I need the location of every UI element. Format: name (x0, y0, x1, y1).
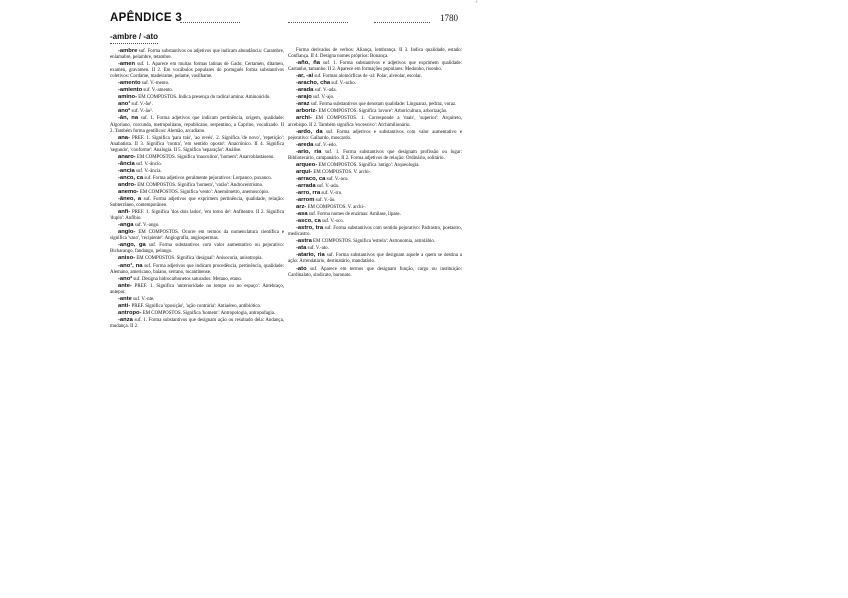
header-rule (288, 22, 348, 23)
entry-headword: -araz (296, 101, 310, 108)
entry-headword: ante- (118, 282, 132, 289)
dictionary-entry (288, 176, 462, 183)
dictionary-entry (288, 149, 462, 162)
dictionary-entry (288, 266, 462, 279)
corner-mark: + (475, 0, 479, 6)
entry-definition: suf. Forma adjetivos geralmente pejorativos: Lorpanco, puxanco. (144, 175, 272, 181)
dictionary-entry (288, 204, 462, 211)
dictionary-entry (110, 263, 284, 276)
entry-definition: EM COMPOSTOS. Ocorre em termos da nomenclatura científica e significa 'vaso', 'recipiente': Angiografia, angiospermas. (110, 230, 284, 242)
running-head-rule (110, 43, 158, 44)
entry-headword: -ar, -ai (296, 73, 314, 80)
dictionary-entry (110, 283, 284, 296)
dictionary-entry (288, 101, 462, 108)
entry-definition: suf. V.-edo. (314, 142, 338, 148)
dictionary-entry (288, 225, 462, 238)
entry-headword: -ancia (118, 167, 135, 174)
entry-headword: arqui- (296, 168, 313, 175)
entry-headword: anfi- (118, 209, 131, 216)
dictionary-entry (288, 48, 462, 60)
dictionary-entry (110, 276, 284, 283)
entry-headword: -arrom (296, 197, 315, 204)
entry-headword: ano¹ (118, 101, 131, 108)
entry-headword: anemo- (118, 188, 139, 195)
dictionary-entry (110, 255, 284, 262)
entry-headword: -âneo, a (118, 196, 142, 203)
dictionary-entry (110, 168, 284, 175)
entry-definition: suf. V.-ada. (316, 183, 339, 189)
entry-definition: suf. V.-mento. (141, 81, 170, 87)
entry-definition: suf. Forma substantivos com valor aumentativo ou pejorativo: Bicharango, fandango, pelango. (110, 243, 284, 255)
entry-definition: EM COMPOSTOS. Significa 'homem': Antropologia, antropofagia. (142, 310, 276, 316)
dictionary-entry (110, 101, 284, 108)
entry-definition: suf. V.-rro. (321, 190, 343, 196)
entry-definition: EM COMPOSTOS. Significa 'vento': Anemômetro, anemoscópio. (139, 189, 270, 195)
entry-definition: EM COMPOSTOS. Significa 'homem', 'varão': Androcentrismo. (137, 182, 264, 188)
dictionary-entry (110, 242, 284, 255)
entry-headword: arz- (296, 204, 307, 211)
dictionary-entry (110, 303, 284, 310)
dictionary-entry (288, 87, 462, 94)
dictionary-entry (288, 60, 462, 73)
entry-headword: ana- (118, 134, 130, 141)
dictionary-entry (288, 115, 462, 128)
dictionary-entry (288, 218, 462, 225)
entry-definition: suf. Forma nomes de enzimas: Amilase, lipase. (308, 212, 401, 218)
entry-headword: -anza (118, 316, 133, 323)
entry-definition: PREF. 1. Significa 'dos dois lados', 'em torno de': Anfiteatro. II 2. Significa 'duplo': Anfíbio. (110, 210, 284, 222)
dictionary-entry (288, 73, 462, 80)
entry-headword: anaro- (118, 153, 136, 160)
dictionary-entry (110, 175, 284, 182)
entry-definition: EM COMPOSTOS. Significa 'estrela': Astronomia, astrolábio. (313, 239, 436, 245)
entry-definition: suf. V.-ão. (315, 198, 336, 204)
dictionary-entry (288, 142, 462, 149)
entry-headword: -amen (118, 61, 136, 68)
entry-definition: suf. V.-ão². (131, 109, 153, 115)
entry-definition: suf. V.-acho. (331, 81, 356, 87)
entry-headword: aniso- (118, 255, 136, 262)
entry-definition: EM COMPOSTOS. V. archi-. (307, 205, 366, 211)
entry-headword: -año, ña (296, 60, 321, 67)
entry-headword: -arrada (296, 182, 316, 189)
running-head: -ambre / -ato (110, 32, 159, 41)
entry-headword: anti- (118, 302, 131, 309)
entry-headword: -ato (296, 265, 307, 272)
entry-definition: suf. 1. Forma adjetivos que indicam pertinência, origem, qualidade: Algoriano, corcunda, metropolitano, republicano, serpentino, a Caprino, vocalizado. II 2. Também forma gentílicos: Alemão, arcadiano. (110, 116, 284, 134)
entry-definition: suf. V.-ato. (307, 246, 329, 252)
entry-headword: -ardo, da (296, 128, 323, 135)
entry-columns (110, 48, 462, 330)
entry-definition: suf. V.-ão¹. (131, 102, 153, 108)
entry-headword: angio- (118, 229, 136, 236)
header-rule (180, 22, 240, 23)
entry-definition: suf. V.-ango. (134, 223, 160, 229)
dictionary-entry (110, 222, 284, 229)
entry-headword: -ân, na (118, 115, 139, 122)
entry-headword: -ario, ria (296, 148, 322, 155)
entry-definition: suf. 1. Forma substantivos que designam profissão ou lugar: Bibliotecário, campanário. II 2. Forma adjetivos de relação: Ordinário, solitário. (288, 149, 463, 161)
entry-headword: -ata (296, 245, 307, 252)
entry-definition: suf. V.-amento. (143, 88, 174, 94)
entry-definition: suf. Formas alomórficas de -al: Polar, alveolar, escolar. (314, 74, 422, 80)
entry-definition: EM COMPOSTOS. Significa 'árvore': Arboricultura, arborização. (318, 109, 448, 115)
entry-headword: -atario, ria (296, 252, 325, 259)
dictionary-entry (110, 48, 284, 61)
right-column (288, 48, 462, 330)
entry-headword: -ância (118, 160, 135, 167)
entry-definition: suf. Forma substantivos com sentido pejorativo: Padrastro, poetastro, medicastro. (288, 226, 462, 238)
entry-headword: -arraco, ca (296, 175, 326, 182)
page-header (110, 6, 462, 30)
dictionary-page (110, 6, 462, 596)
dictionary-entry (288, 245, 462, 252)
entry-headword: arboriz- (296, 108, 318, 115)
entry-definition: suf. Forma substantivos ou adjetivos que indicam abundância: Carambre, enlamabre, pelambre, tetambre. (110, 49, 284, 61)
dictionary-entry (288, 94, 462, 101)
entry-definition: suf. Forma substantivos que denotam qualidade: Linguaraz, pedraz, voraz. (310, 102, 457, 108)
entry-definition: EM COMPOSTOS. Significa 'desigual': Anisocoria, anisotropia. (136, 256, 263, 262)
dictionary-entry (110, 61, 284, 80)
dictionary-entry (110, 229, 284, 242)
entry-definition: PREF. Significa 'oposição', 'ação contrária': Antiaéreo, antibiótico. (131, 303, 262, 309)
entry-headword: -arajo (296, 94, 312, 101)
dictionary-entry (110, 87, 284, 94)
left-column (110, 48, 284, 330)
dictionary-entry (288, 183, 462, 190)
entry-definition: suf. 1. Forma substantivos que designam ação ou resultado dela: Andança, mudança. II 2. (110, 317, 284, 329)
dictionary-entry (110, 182, 284, 189)
dictionary-entry (288, 238, 462, 245)
entry-headword: -ante (118, 295, 132, 302)
entry-headword: -astra (296, 238, 312, 245)
entry-definition: suf. V.-ajo. (313, 95, 335, 101)
dictionary-entry (288, 252, 462, 265)
dictionary-entry (288, 197, 462, 204)
entry-headword: -areda (296, 141, 314, 148)
entry-definition: EM COMPOSTOS. 1. Corresponde a 'mais', 'superior': Arquiteto, arcebispo. II 2. Também significa 'excessivo': Archimilionário. (288, 116, 462, 128)
appendix-title: APÊNDICE 3 (110, 12, 183, 24)
page-number: 1780 (440, 13, 458, 23)
dictionary-entry (110, 317, 284, 330)
entry-definition: suf. V.-nte. (133, 296, 155, 302)
entry-definition: EM COMPOSTOS. Significa 'antigo': Arqueologia. (318, 162, 420, 168)
entry-headword: ano² (118, 108, 131, 115)
dictionary-entry (110, 161, 284, 168)
entry-headword: -anco, ca (118, 174, 144, 181)
dictionary-entry (288, 211, 462, 218)
entry-definition: suf. 1. Aparece em muitas formas latinas de Gado: Certamen, ditamen, examen, gravamen. II 2. Em vocábulos populares do português forma substantivos coletivos: Cordame, madeirame, pelame, vasilhame. (110, 62, 284, 80)
entry-headword: -ano¹, na (118, 262, 143, 269)
header-rule (374, 22, 430, 23)
entry-headword: archi- (296, 115, 312, 122)
entry-definition: suf. V.-ada. (314, 88, 337, 94)
entry-definition: EM COMPOSTOS. Indica presença do radical amina: Aminoácido. (138, 95, 271, 101)
entry-definition: suf. V.-ância. (136, 168, 162, 174)
entry-headword: -ano² (118, 275, 133, 282)
entry-definition: EM COMPOSTOS. Significa 'masculino', 'homem': Anarroblastaseno. (136, 154, 275, 160)
dictionary-entry (110, 310, 284, 317)
entry-headword: amino- (118, 94, 138, 101)
entry-headword: -amento (118, 80, 141, 87)
entry-headword: -asco, ca (296, 218, 321, 225)
dictionary-entry (110, 196, 284, 209)
dictionary-entry (288, 169, 462, 176)
entry-definition: suf. Designa hidrocarbonetos saturados: Metano, etano. (133, 276, 243, 282)
entry-headword: -astro, tra (296, 225, 324, 232)
dictionary-entry (110, 189, 284, 196)
dictionary-entry (110, 154, 284, 161)
dictionary-entry (110, 80, 284, 87)
entry-headword: -aracho, cha (296, 80, 331, 87)
entry-definition: PREF. 1. Significa 'para trás', 'ao revés'. 2. Significa 'de novo', 'repetição': Anabatista. II 3. Significa 'contra', 'em sentido oposto': Anacrônico. II 4. Significa 'segundo', 'conforme': Analogia. II 5. Significa 'separação': Análise. (110, 135, 284, 153)
entry-definition: suf. V.-âncio. (136, 161, 162, 167)
dictionary-entry (288, 190, 462, 197)
entry-headword: -amiento (118, 87, 143, 94)
entry-definition: EM COMPOSTOS. V. archi-. (313, 169, 372, 175)
entry-headword: arqueo- (296, 161, 318, 168)
entry-definition: Forma derivados de verbos: Aliança, lembrança. II 3. Indica qualidade, estado: Confiança. II 4. Designa nomes próprios: Bonança. (288, 48, 462, 60)
dictionary-entry (288, 80, 462, 87)
entry-definition: suf. V.-sco. (322, 219, 344, 225)
entry-definition: PREF. 1. Significa 'anterioridade no tempo ou no espaço': Antebraço, antepor. (110, 283, 284, 295)
dictionary-entry (110, 94, 284, 101)
entry-definition: suf. Forma adjetivos que indicam procedência, pertinência, qualidade: Alemano, americano, baiano, serrano, tocantinense. (110, 263, 284, 275)
entry-headword: -arro, rra (296, 189, 321, 196)
entry-headword: -asa (296, 211, 308, 218)
entry-definition: suf. Forma substantivos que designam aquele a quem se destina a ação: Arrendatário, destinatário, mandatário. (288, 253, 462, 265)
dictionary-entry (110, 296, 284, 303)
dictionary-entry (110, 209, 284, 222)
dictionary-entry (110, 135, 284, 154)
dictionary-entry (110, 115, 284, 134)
dictionary-entry (288, 108, 462, 115)
entry-headword: -ango, ga (118, 242, 146, 249)
entry-definition: suf. Forma adjetivos que exprimem pertinência, qualidade, relação: Subterrâneo, contemporâneo. (110, 197, 285, 209)
entry-headword: antropo- (118, 309, 142, 316)
entry-definition: suf. Aparece em termos que designam função, cargo ou instituição: Cardinalato, sindicato, baronato. (288, 266, 462, 278)
entry-headword: -ambre (118, 48, 138, 54)
entry-definition: suf. V.-aco. (326, 176, 349, 182)
dictionary-entry (110, 108, 284, 115)
entry-headword: andro- (118, 181, 137, 188)
entry-definition: suf. 1. Forma substantivos e adjetivos que exprimem qualidade: Castanho, tamanho. II 2. Aparece em formações populares: Medonho, risonho. (288, 61, 462, 73)
entry-headword: -anga (118, 222, 134, 229)
entry-definition: suf. Forma adjetivos e substantivos com valor aumentativo e pejorativo: Galhardo, moscardo. (288, 129, 462, 141)
dictionary-entry (288, 129, 462, 142)
dictionary-entry (288, 162, 462, 169)
entry-headword: -arada (296, 87, 314, 94)
